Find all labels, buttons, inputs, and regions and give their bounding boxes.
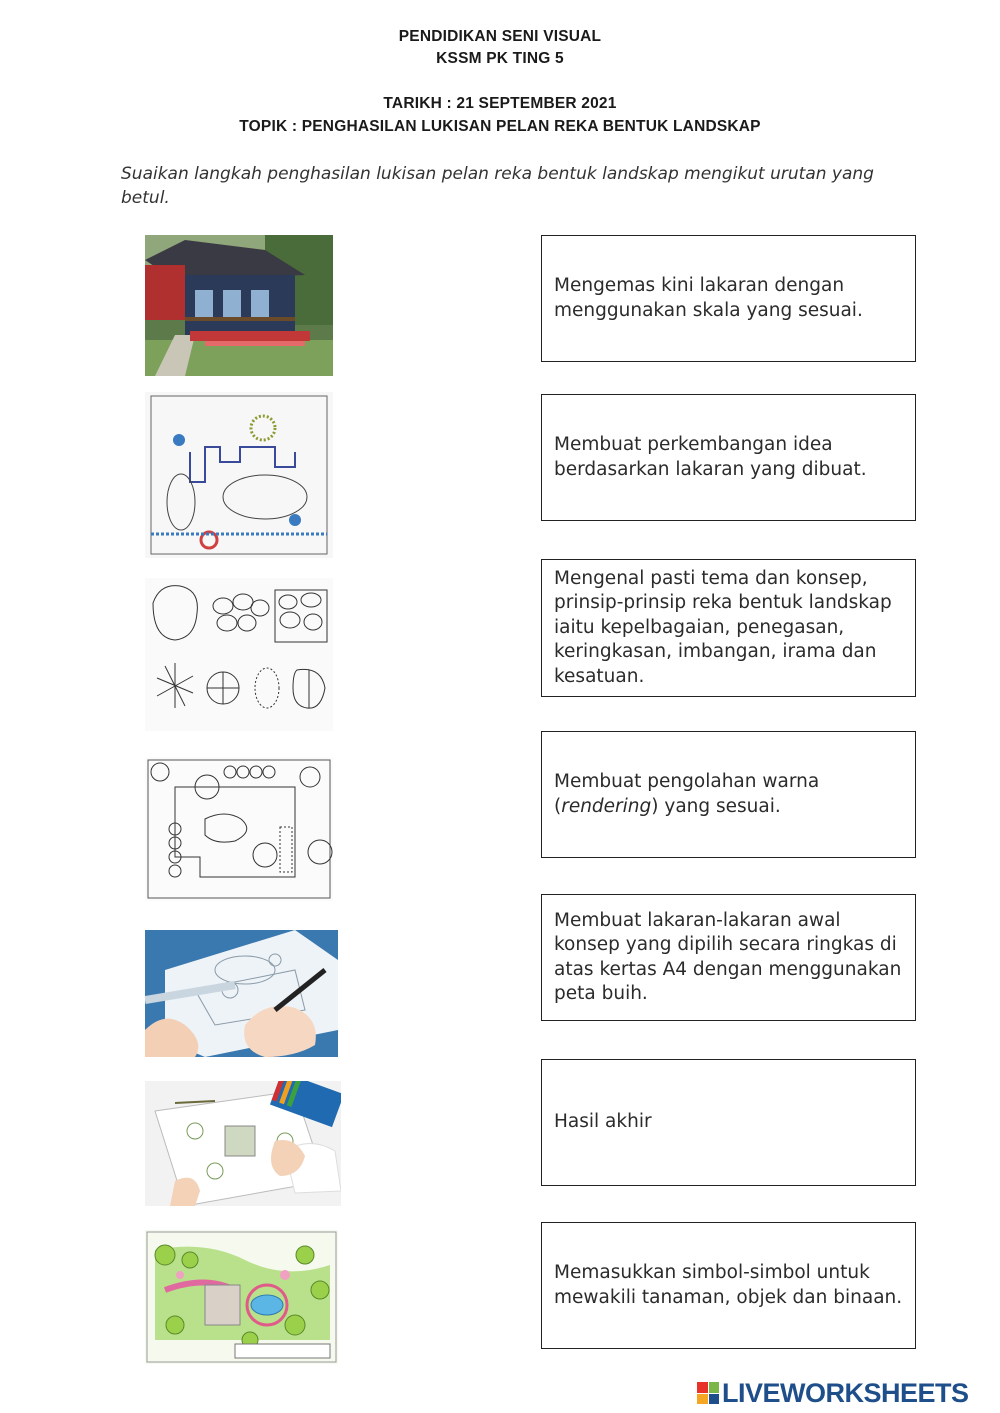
liveworksheets-logo-icon <box>697 1382 719 1404</box>
instruction-text: Suaikan langkah penghasilan lukisan pelan reka bentuk landskap mengikut urutan yang betul. <box>121 164 874 208</box>
answer-box-7[interactable] <box>541 1222 916 1349</box>
answer-box-3[interactable] <box>541 559 916 697</box>
answer-box-text: Mengemas kini lakaran dengan menggunakan skala yang sesuai. <box>554 275 863 321</box>
answer-box-1[interactable] <box>541 235 916 362</box>
hand-coloring-image <box>145 1081 341 1206</box>
answer-box-text: Hasil akhir <box>554 1111 652 1133</box>
answer-box-2[interactable] <box>541 394 916 521</box>
answer-box-text <box>554 770 903 819</box>
topic-title: TOPIK : PENGHASILAN LUKISAN PELAN REKA BENTUK LANDSKAP <box>239 118 761 135</box>
liveworksheets-logo[interactable] <box>697 1376 997 1410</box>
brand-name: LIVEWORKSHEETS <box>722 1377 969 1408</box>
final-colored-plan-image <box>145 1230 338 1364</box>
answer-box-text: Membuat lakaran-lakaran awal konsep yang dipilih secara ringkas di atas kertas A4 dengan menggunakan peta buih. <box>554 909 902 1004</box>
subject-title: PENDIDIKAN SENI VISUAL <box>398 28 602 45</box>
house-garden-photo <box>145 235 333 376</box>
answer-box-6[interactable] <box>541 1059 916 1186</box>
answer-text-italic: rendering <box>561 795 652 817</box>
date-title: TARIKH : 21 SEPTEMBER 2021 <box>383 95 617 112</box>
answer-box-text: Mengenal pasti tema dan konsep, prinsip-prinsip reka bentuk landskap iaitu kepelbagaian, penegasan, keringkasan, imbangan, irama dan kesatuan. <box>554 567 892 687</box>
class-title: KSSM PK TING 5 <box>436 50 564 67</box>
plan-drawing-image <box>145 757 333 901</box>
hand-sketching-image <box>145 930 338 1057</box>
answer-text-part: ) yang sesuai. <box>651 795 781 817</box>
answer-box-4[interactable] <box>541 731 916 858</box>
landscape-symbols-image <box>145 578 333 731</box>
answer-box-text: Membuat perkembangan idea berdasarkan lakaran yang dibuat. <box>554 434 867 480</box>
answer-box-5[interactable] <box>541 894 916 1021</box>
answer-text-part: Membuat pengolahan warna ( <box>554 771 820 817</box>
answer-box-text: Memasukkan simbol-simbol untuk mewakili tanaman, objek dan binaan. <box>554 1262 903 1308</box>
plan-sketch-image <box>145 392 333 558</box>
